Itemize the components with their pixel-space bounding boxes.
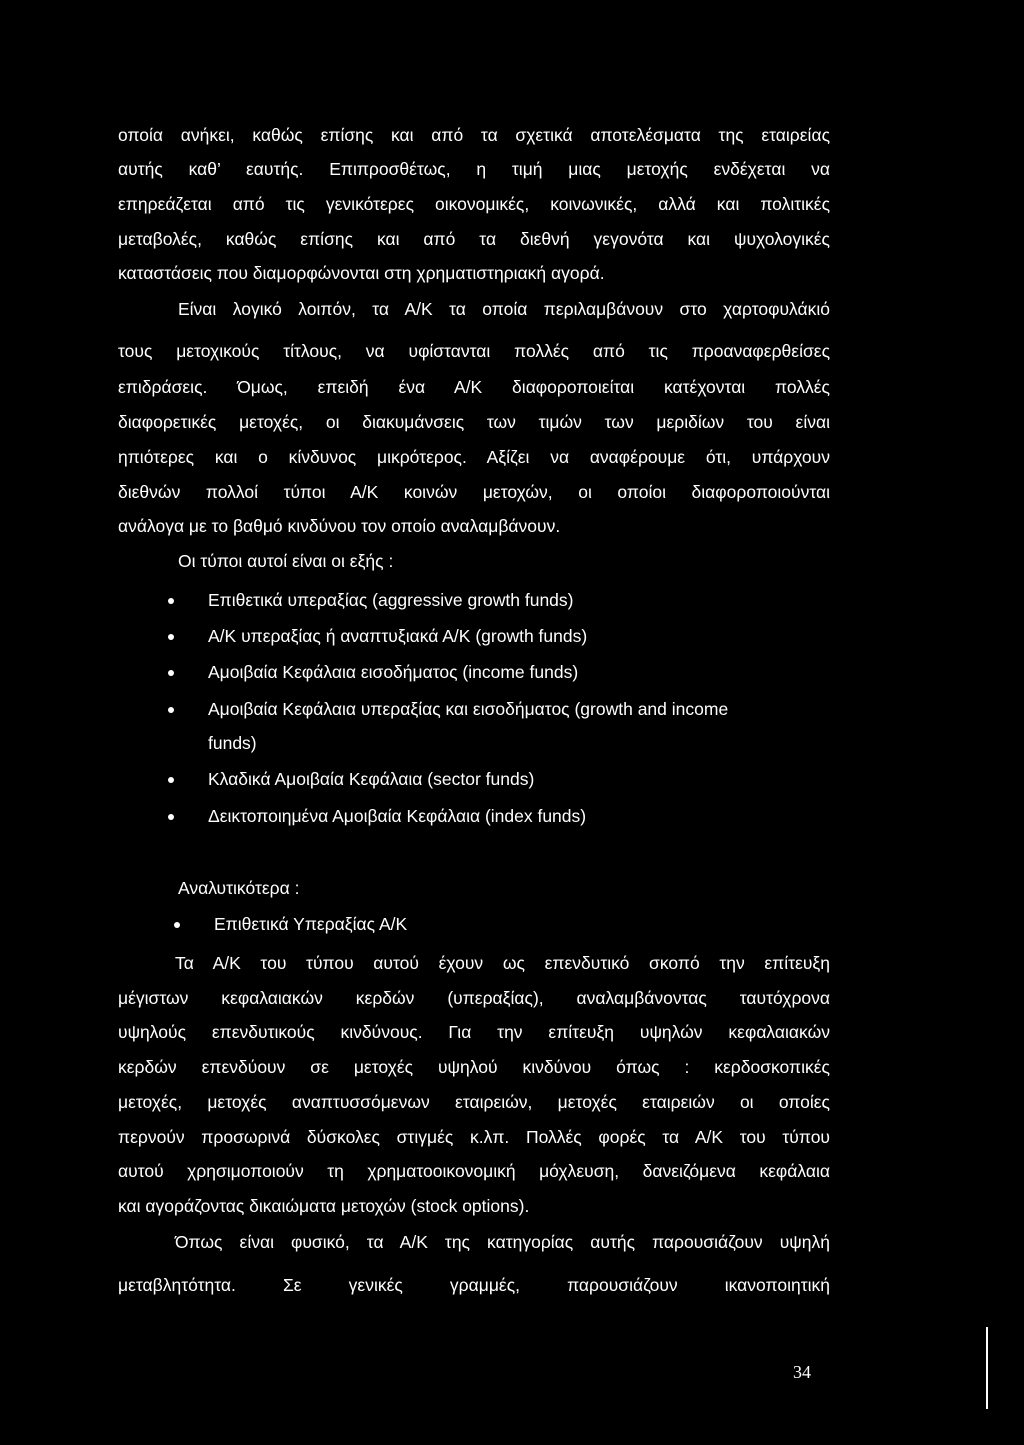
list-item-text: Κλαδικά Αμοιβαία Κεφάλαια (sector funds): [208, 769, 535, 789]
list-item-text: Επιθετικά υπεραξίας (aggressive growth funds): [208, 590, 574, 610]
list-item-text: funds): [208, 733, 257, 753]
paragraph-3-line-8: και αγοράζοντας δικαιώματα μετοχών (stock options).: [118, 1196, 530, 1216]
paragraph-1-line-2: αυτής καθ’ εαυτής. Επιπροσθέτως, η τιμή μιας μετοχής ενδέχεται να: [118, 159, 830, 179]
detail-heading: Αναλυτικότερα :: [178, 878, 300, 898]
bullet-icon: [168, 670, 174, 676]
list-item-text: Δεικτοποιημένα Αμοιβαία Κεφάλαια (index funds): [208, 806, 587, 826]
paragraph-3-line-4: κερδών επενδύουν σε μετοχές υψηλού κινδύνου όπως : κερδοσκοπικές: [118, 1057, 830, 1077]
bullet-icon: [168, 814, 174, 820]
bullet-icon: [168, 777, 174, 783]
paragraph-4-line-1: Όπως είναι φυσικό, τα Α/Κ της κατηγορίας αυτής παρουσιάζουν υψηλή: [175, 1232, 830, 1252]
paragraph-1-line-3: επηρεάζεται από τις γενικότερες οικονομικές, κοινωνικές, αλλά και πολιτικές: [118, 194, 830, 214]
paragraph-4-line-2: μεταβλητότητα. Σε γενικές γραμμές, παρουσιάζουν ικανοποιητική: [118, 1275, 830, 1295]
paragraph-1-line-5: καταστάσεις που διαμορφώνονται στη χρηματιστηριακή αγορά.: [118, 263, 605, 283]
paragraph-2-line-7: ανάλογα με το βαθμό κινδύνου τον οποίο αναλαμβάνουν.: [118, 516, 561, 536]
margin-rule: [986, 1327, 988, 1409]
paragraph-3-line-1: Τα Α/Κ του τύπου αυτού έχουν ως επενδυτικό σκοπό την επίτευξη: [175, 953, 830, 973]
paragraph-2-line-4: διαφορετικές μετοχές, οι διακυμάνσεις των τιμών των μεριδίων του είναι: [118, 412, 830, 432]
paragraph-2-line-2: τους μετοχικούς τίτλους, να υφίστανται πολλές από τις προαναφερθείσες: [118, 341, 830, 361]
paragraph-1-line-1: οποία ανήκει, καθώς επίσης και από τα σχετικά αποτελέσματα της εταιρείας: [118, 125, 830, 145]
paragraph-2-line-5: ηπιότερες και ο κίνδυνος μικρότερος. Αξίζει να αναφέρουμε ότι, υπάρχουν: [118, 447, 830, 467]
paragraph-2-line-6: διεθνών πολλοί τύποι Α/Κ κοινών μετοχών, οι οποίοι διαφοροποιούνται: [118, 482, 830, 502]
list-item-text: Αμοιβαία Κεφάλαια υπεραξίας και εισοδήματος (growth and income: [208, 699, 729, 719]
fund-types-intro: Οι τύποι αυτοί είναι οι εξής :: [178, 551, 394, 571]
paragraph-3-line-7: αυτού χρησιμοποιούν τη χρηματοοικονομική μόχλευση, δανειζόμενα κεφάλαια: [118, 1161, 830, 1181]
bullet-icon: [168, 707, 174, 713]
paragraph-3-line-5: μετοχές, μετοχές αναπτυσσόμενων εταιρειών, μετοχές εταιρειών οι οποίες: [118, 1092, 830, 1112]
bullet-icon: [168, 634, 174, 640]
paragraph-3-line-3: υψηλούς επενδυτικούς κινδύνους. Για την επίτευξη υψηλών κεφαλαιακών: [118, 1022, 830, 1042]
paragraph-3-line-2: μέγιστων κεφαλαιακών κερδών (υπεραξίας), αναλαμβάνοντας ταυτόχρονα: [118, 988, 830, 1008]
paragraph-1-line-4: μεταβολές, καθώς επίσης και από τα διεθνή γεγονότα και ψυχολογικές: [118, 229, 830, 249]
page-number: 34: [793, 1362, 811, 1382]
list-item-text: Αμοιβαία Κεφάλαια εισοδήματος (income funds): [208, 662, 579, 682]
list-item-text: Επιθετικά Υπεραξίας Α/Κ: [214, 914, 408, 934]
list-item-text: Α/Κ υπεραξίας ή αναπτυξιακά Α/Κ (growth funds): [208, 626, 588, 646]
bullet-icon: [174, 922, 180, 928]
bullet-icon: [168, 598, 174, 604]
paragraph-2-line-3: επιδράσεις. Όμως, επειδή ένα Α/Κ διαφοροποιείται κατέχονται πολλές: [118, 377, 830, 397]
paragraph-2-line-1: Είναι λογικό λοιπόν, τα Α/Κ τα οποία περιλαμβάνουν στο χαρτοφυλάκιό: [178, 299, 830, 319]
paragraph-3-line-6: περνούν προσωρινά δύσκολες στιγμές κ.λπ. Πολλές φορές τα Α/Κ του τύπου: [118, 1127, 830, 1147]
